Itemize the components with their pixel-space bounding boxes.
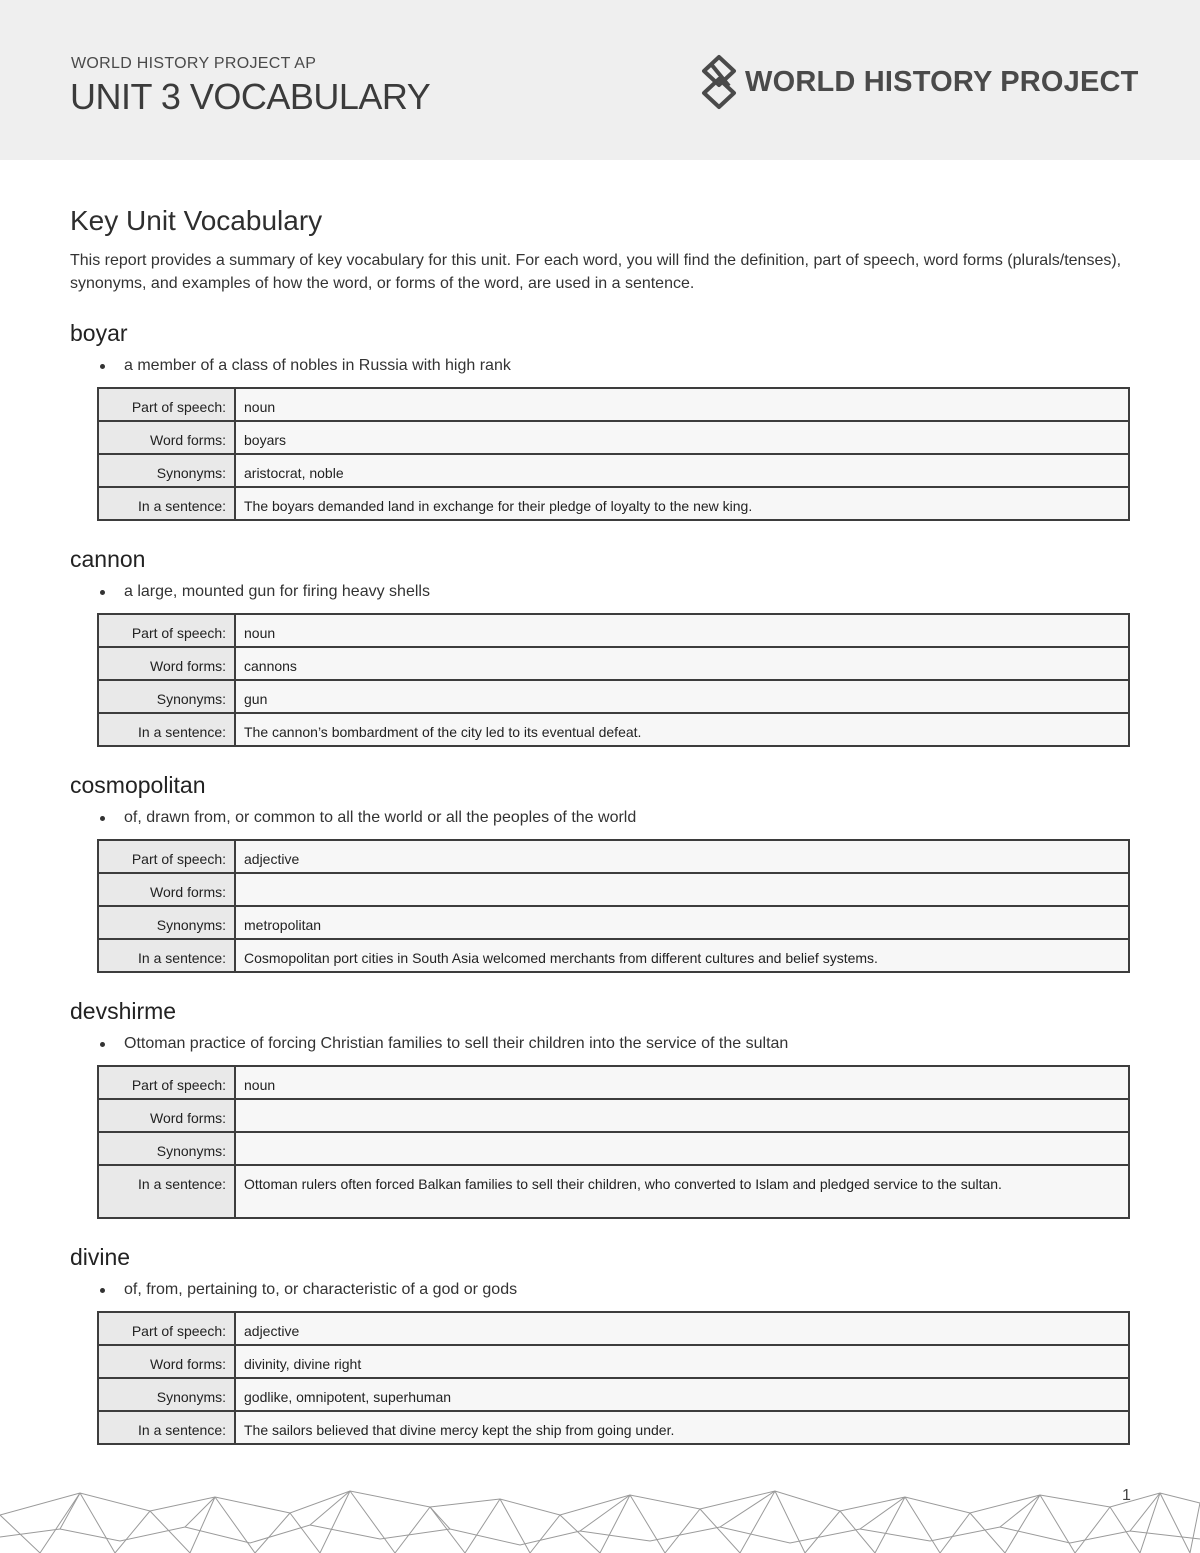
- bullet-icon: [100, 1042, 105, 1047]
- row-label: Synonyms:: [98, 454, 235, 487]
- table-row: [98, 487, 1129, 520]
- synonyms-value: [235, 1132, 1129, 1165]
- vocab-entry-divine: [70, 1243, 1130, 1445]
- table-row: [98, 1312, 1129, 1345]
- table-row: [98, 713, 1129, 746]
- definition-text: Ottoman practice of forcing Christian families to sell their children into the service of the sultan: [124, 1035, 789, 1052]
- part-of-speech-value: noun: [235, 1066, 1129, 1099]
- bullet-icon: [100, 816, 105, 821]
- sentence-value: The boyars demanded land in exchange for their pledge of loyalty to the new king.: [235, 487, 1129, 520]
- row-label: In a sentence:: [98, 487, 235, 520]
- section-title: Key Unit Vocabulary: [70, 205, 323, 236]
- table-row: [98, 647, 1129, 680]
- vocab-word: cannon: [70, 546, 146, 572]
- table-row: [98, 939, 1129, 972]
- row-label: In a sentence:: [98, 939, 235, 972]
- course-name: WORLD HISTORY PROJECT AP: [71, 55, 317, 72]
- vocab-table: [97, 1065, 1130, 1219]
- row-label: Word forms:: [98, 647, 235, 680]
- table-row: [98, 1132, 1129, 1165]
- vocab-table: [97, 839, 1130, 973]
- table-row: [98, 1345, 1129, 1378]
- row-label: Word forms:: [98, 873, 235, 906]
- table-row: [98, 873, 1129, 906]
- table-row: [98, 1165, 1129, 1218]
- row-label: Word forms:: [98, 421, 235, 454]
- page-header: [0, 0, 1200, 160]
- row-label: Word forms:: [98, 1345, 235, 1378]
- row-label: Synonyms:: [98, 1132, 235, 1165]
- vocab-entry-cosmopolitan: [70, 771, 1130, 973]
- sentence-value: Ottoman rulers often forced Balkan families to sell their children, who converted to Islam and pledged service to the sultan.: [235, 1165, 1129, 1218]
- table-row: [98, 1411, 1129, 1444]
- definition-text: a member of a class of nobles in Russia with high rank: [124, 357, 511, 374]
- world-history-project-logo-icon: [699, 54, 739, 110]
- part-of-speech-value: noun: [235, 388, 1129, 421]
- part-of-speech-value: adjective: [235, 840, 1129, 873]
- bullet-icon: [100, 1288, 105, 1293]
- table-row: [98, 1378, 1129, 1411]
- row-label: In a sentence:: [98, 713, 235, 746]
- row-label: Synonyms:: [98, 1378, 235, 1411]
- synonyms-value: godlike, omnipotent, superhuman: [235, 1378, 1129, 1411]
- page-title: UNIT 3 VOCABULARY: [70, 76, 431, 117]
- part-of-speech-value: noun: [235, 614, 1129, 647]
- table-row: [98, 1066, 1129, 1099]
- table-row: [98, 421, 1129, 454]
- vocab-definition: [70, 1279, 1130, 1301]
- sentence-value: The sailors believed that divine mercy kept the ship from going under.: [235, 1411, 1129, 1444]
- bullet-icon: [100, 590, 105, 595]
- vocab-table: [97, 613, 1130, 747]
- row-label: Word forms:: [98, 1099, 235, 1132]
- vocab-table: [97, 1311, 1130, 1445]
- page-number: 1: [1122, 1487, 1131, 1504]
- row-label: Synonyms:: [98, 680, 235, 713]
- row-label: Part of speech:: [98, 388, 235, 421]
- vocab-table: [97, 387, 1130, 521]
- table-row: [98, 1099, 1129, 1132]
- sentence-value: The cannon’s bombardment of the city led to its eventual defeat.: [235, 713, 1129, 746]
- vocab-word: boyar: [70, 320, 128, 346]
- logo-wordmark: WORLD HISTORY PROJECT: [745, 65, 1139, 98]
- table-row: [98, 388, 1129, 421]
- vocab-definition: [70, 355, 1130, 377]
- row-label: Synonyms:: [98, 906, 235, 939]
- vocab-definition: [70, 807, 1130, 829]
- table-row: [98, 906, 1129, 939]
- vocab-word: cosmopolitan: [70, 772, 206, 798]
- main-content: [70, 205, 1130, 1445]
- intro-paragraph: This report provides a summary of key vocabulary for this unit. For each word, you will find the definition, part of speech, word forms (plurals/tenses), synonyms, and examples of how the word, or forms of the word, are used in a sentence.: [70, 252, 1122, 292]
- vocab-definition: [70, 1033, 1130, 1055]
- table-row: [98, 680, 1129, 713]
- row-label: In a sentence:: [98, 1411, 235, 1444]
- bullet-icon: [100, 364, 105, 369]
- definition-text: a large, mounted gun for firing heavy shells: [124, 583, 430, 600]
- synonyms-value: gun: [235, 680, 1129, 713]
- table-row: [98, 454, 1129, 487]
- row-label: Part of speech:: [98, 1312, 235, 1345]
- vocab-word: devshirme: [70, 998, 177, 1024]
- word-forms-value: cannons: [235, 647, 1129, 680]
- part-of-speech-value: adjective: [235, 1312, 1129, 1345]
- sentence-value: Cosmopolitan port cities in South Asia welcomed merchants from different cultures and belief systems.: [235, 939, 1129, 972]
- row-label: Part of speech:: [98, 1066, 235, 1099]
- word-forms-value: divinity, divine right: [235, 1345, 1129, 1378]
- synonyms-value: aristocrat, noble: [235, 454, 1129, 487]
- vocab-entry-boyar: [70, 319, 1130, 521]
- word-forms-value: [235, 1099, 1129, 1132]
- vocab-definition: [70, 581, 1130, 603]
- table-row: [98, 840, 1129, 873]
- synonyms-value: metropolitan: [235, 906, 1129, 939]
- definition-text: of, drawn from, or common to all the world or all the peoples of the world: [124, 809, 637, 826]
- vocab-entry-devshirme: [70, 997, 1130, 1219]
- footer-polygon-pattern: [0, 1485, 1200, 1553]
- table-row: [98, 614, 1129, 647]
- row-label: Part of speech:: [98, 840, 235, 873]
- row-label: In a sentence:: [98, 1165, 235, 1218]
- word-forms-value: boyars: [235, 421, 1129, 454]
- vocab-entry-cannon: [70, 545, 1130, 747]
- vocab-word: divine: [70, 1244, 131, 1270]
- brand-logo: [699, 54, 1139, 110]
- word-forms-value: [235, 873, 1129, 906]
- definition-text: of, from, pertaining to, or characteristic of a god or gods: [124, 1281, 518, 1298]
- row-label: Part of speech:: [98, 614, 235, 647]
